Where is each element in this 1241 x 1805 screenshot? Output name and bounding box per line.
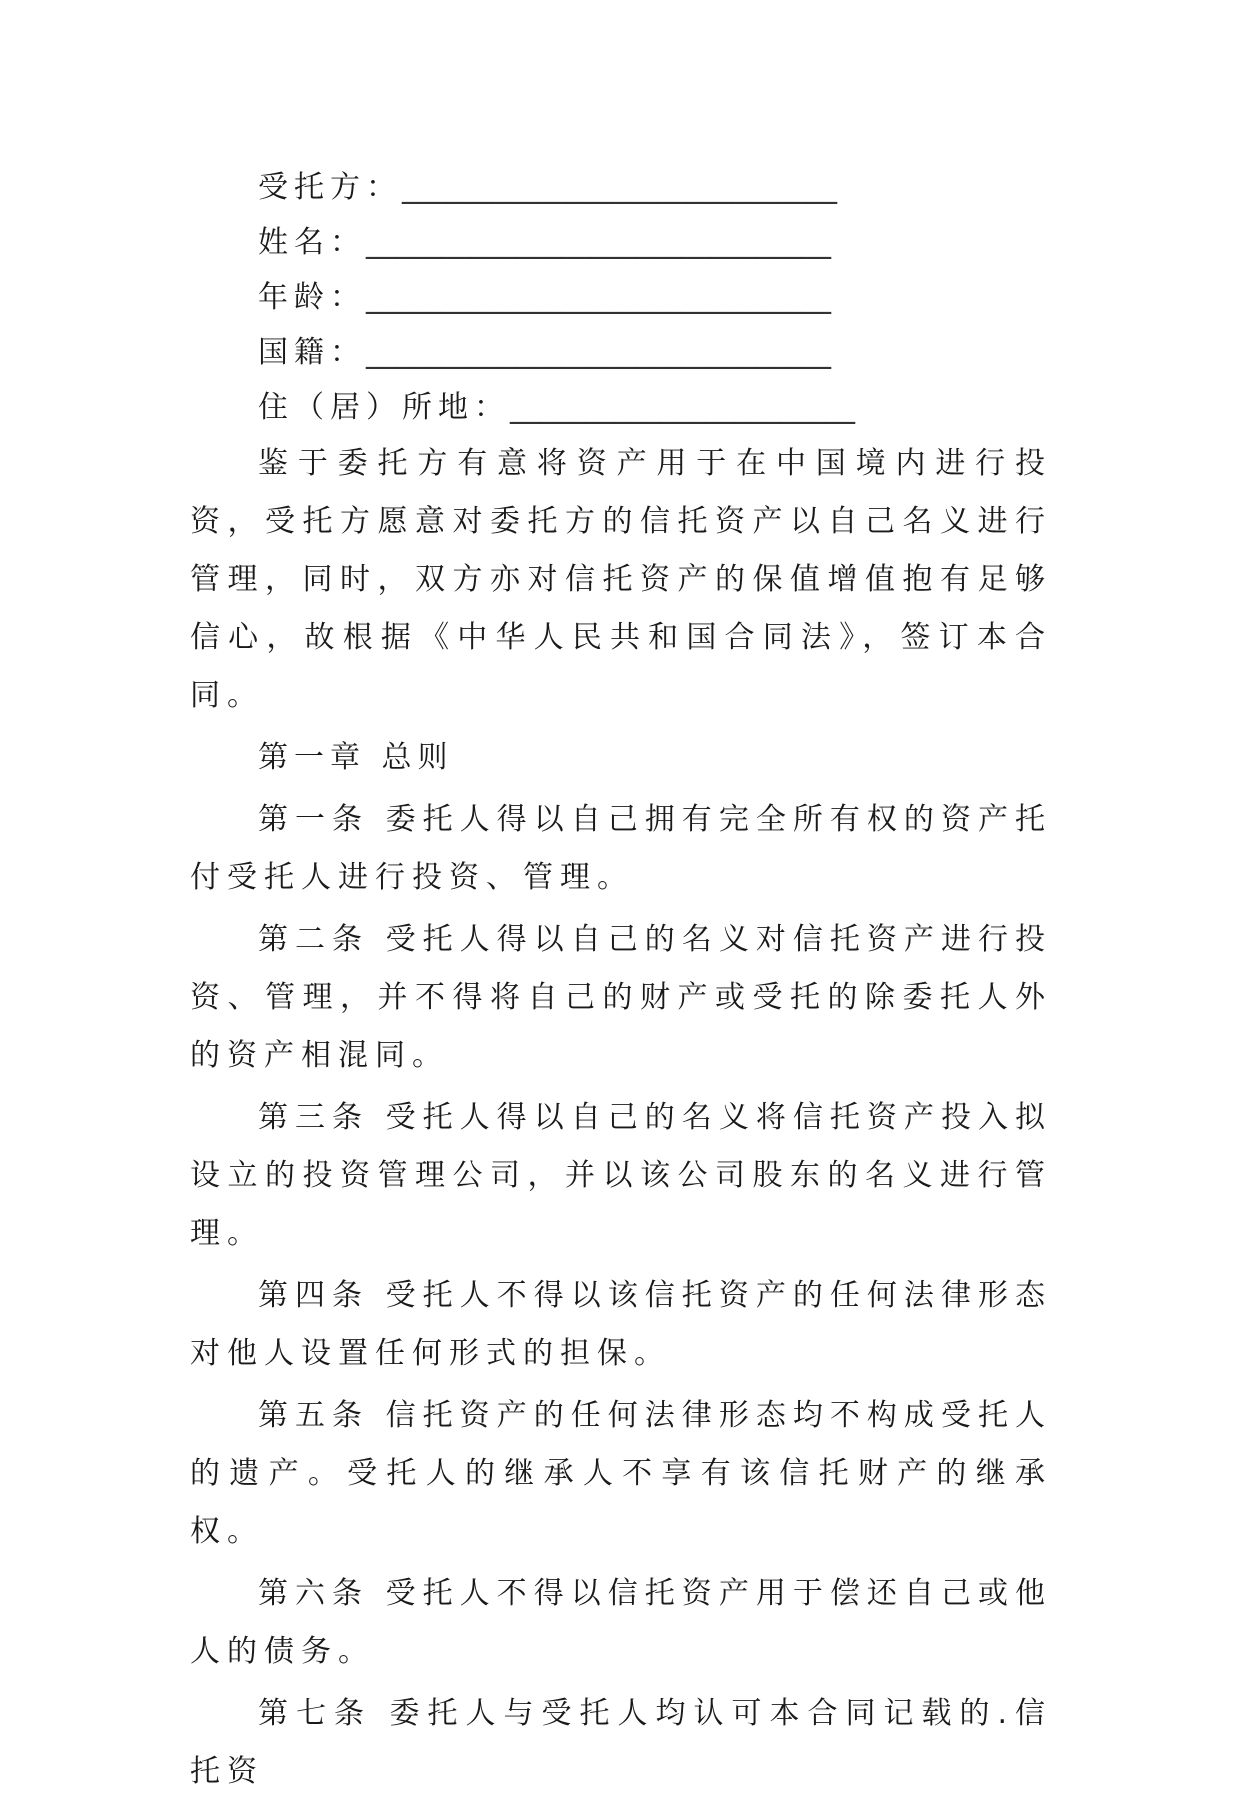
chapter-title: 第一章 总则 — [258, 740, 454, 775]
article-7: 第七条 委托人与受托人均认可本合同记载的.信托资 — [190, 1696, 1052, 1789]
age-field — [190, 270, 1052, 325]
name-blank: _______________________________ — [366, 225, 831, 260]
age-label: 年龄： — [258, 280, 366, 315]
trustee-blank: _____________________________ — [402, 170, 837, 205]
article-4: 第四条 受托人不得以该信托资产的任何法律形态对他人设置任何形式的担保。 — [190, 1278, 1052, 1371]
article-2: 第二条 受托人得以自己的名义对信托资产进行投资、管理，并不得将自己的财产或受托的除委托人外的资产相混同。 — [190, 922, 1052, 1073]
nationality-label: 国籍： — [258, 335, 366, 370]
preamble-paragraph: 鉴于委托方有意将资产用于在中国境内进行投资，受托方愿意对委托方的信托资产以自己名义进行管理，同时，双方亦对信托资产的保值增值抱有足够信心，故根据《中华人民共和国合同法》，签订本合同。 — [190, 446, 1052, 713]
name-label: 姓名： — [258, 225, 366, 260]
article-3: 第三条 受托人得以自己的名义将信托资产投入拟设立的投资管理公司，并以该公司股东的名义进行管理。 — [190, 1100, 1052, 1251]
trustee-field — [190, 160, 1052, 215]
document-body — [190, 160, 1052, 1805]
nationality-field — [190, 325, 1052, 380]
residence-label: 住（居）所地： — [258, 390, 510, 425]
article-1: 第一条 委托人得以自己拥有完全所有权的资产托付受托人进行投资、管理。 — [190, 802, 1052, 895]
trustee-label: 受托方： — [258, 170, 402, 205]
residence-field — [190, 380, 1052, 435]
residence-blank: _______________________ — [510, 390, 855, 425]
name-field — [190, 215, 1052, 270]
age-blank: _______________________________ — [366, 280, 831, 315]
nationality-blank: _______________________________ — [366, 335, 831, 370]
article-5: 第五条 信托资产的任何法律形态均不构成受托人的遗产。受托人的继承人不享有该信托财产的继承权。 — [190, 1398, 1052, 1549]
article-6: 第六条 受托人不得以信托资产用于偿还自己或他人的债务。 — [190, 1576, 1052, 1669]
